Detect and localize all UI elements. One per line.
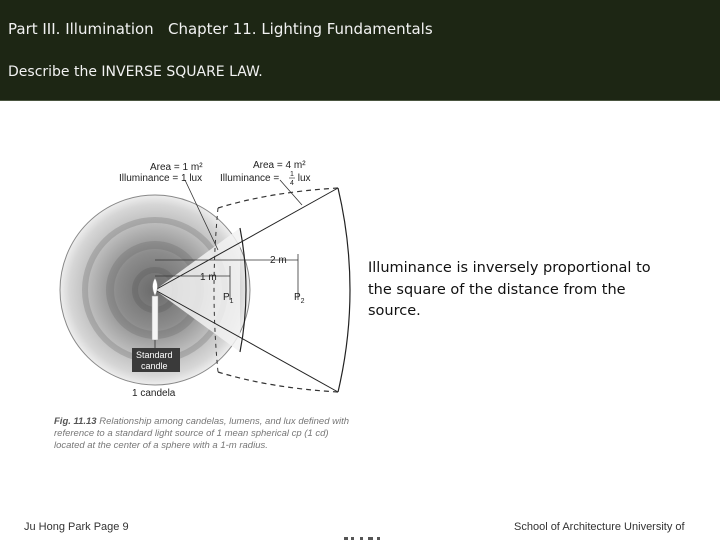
area-1-label: Area = 1 m² <box>150 162 203 173</box>
illuminance-2-fraction-den: 4 <box>290 180 294 187</box>
candle-label-line-2: candle <box>141 361 168 371</box>
candle-label-line-1: Standard <box>136 350 173 360</box>
point-2-subscript: 2 <box>300 298 305 305</box>
illuminance-1-label: Illuminance = 1 lux <box>119 173 203 184</box>
footer-partial-text <box>344 536 384 540</box>
footer-right: School of Architecture University of <box>514 521 685 533</box>
figure-caption-text: Relationship among candelas, lumens, and lux defined with reference to a standard light source of 1 mean spherical cp (1 cd) located at the center of a sphere with a 1-m radius. <box>54 416 350 451</box>
illuminance-2-fraction-num: 1 <box>290 171 294 178</box>
illuminance-2-suffix: lux <box>295 173 311 184</box>
body-text: Illuminance is inversely proportional to the square of the distance from the source. <box>368 260 651 319</box>
slide-header <box>0 0 720 101</box>
candela-label: 1 candela <box>132 388 176 399</box>
footer-left: Ju Hong Park Page 9 <box>24 521 129 533</box>
distance-1-label: 1 m <box>200 272 217 283</box>
illuminance-2-prefix: Illuminance = <box>220 173 282 184</box>
slide-subtitle: Describe the INVERSE SQUARE LAW. <box>8 64 263 80</box>
point-2-letter: P <box>294 292 301 303</box>
slide-title: Part III. Illumination Chapter 11. Lighting Fundamentals <box>8 20 433 38</box>
candle <box>152 296 158 340</box>
distance-2-label: 2 m <box>270 255 287 266</box>
point-2-label <box>294 292 305 305</box>
area-2-label: Area = 4 m² <box>253 160 306 171</box>
point-1-letter: P <box>223 292 230 303</box>
figure-caption <box>54 416 354 452</box>
point-1-subscript: 1 <box>229 298 234 305</box>
figure-caption-label: Fig. 11.13 <box>54 416 97 427</box>
inverse-square-figure <box>40 150 360 410</box>
